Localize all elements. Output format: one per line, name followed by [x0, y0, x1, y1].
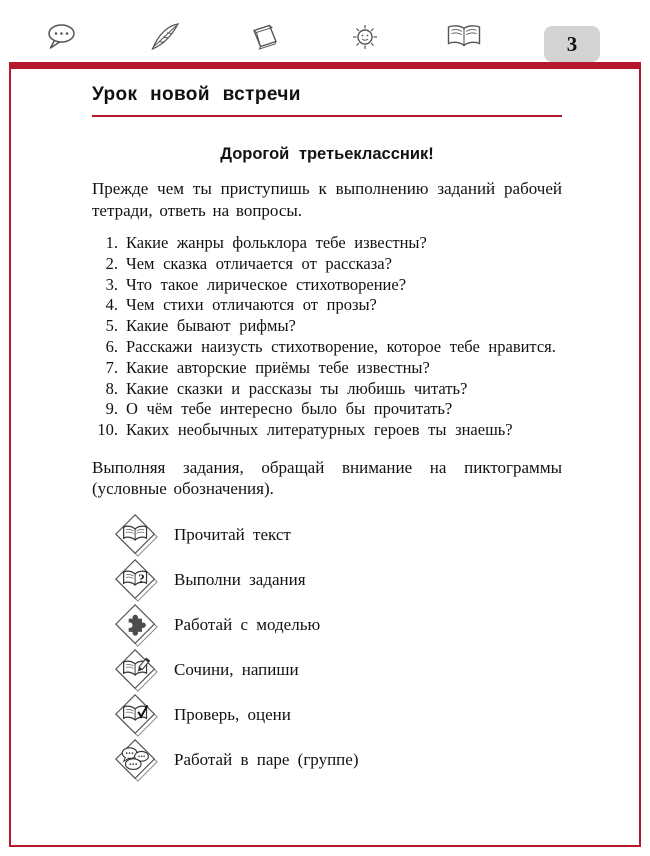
question-text: Какие жанры фольклора тебе известны?	[126, 233, 427, 252]
question-text: О чём тебе интересно было бы прочитать?	[126, 399, 453, 419]
question-text: Какие сказки и рассказы ты любишь читать?	[126, 378, 468, 398]
speech-bubble-icon	[44, 22, 78, 52]
pictogram-label: Сочини, напиши	[174, 660, 299, 680]
question-number: 4.	[105, 295, 118, 315]
pictogram-intro: Выполняя задания, обращай внимание на пиктограммы (условные обозначения).	[92, 457, 562, 499]
question-text: Какие бывают рифмы?	[126, 316, 296, 336]
question-text: Что такое лирическое стихотворение?	[126, 274, 407, 294]
sun-icon	[348, 22, 382, 54]
question-text: Чем сказка отличается от рассказа?	[126, 253, 392, 273]
pair-work-icon	[114, 738, 158, 782]
compose-write-icon	[114, 648, 158, 692]
pictogram-label: Выполни задания	[174, 570, 306, 590]
question-number: 2.	[105, 253, 118, 273]
open-book-icon	[444, 22, 484, 50]
question-number: 9.	[105, 399, 118, 419]
question-item	[92, 295, 562, 316]
question-number: 1.	[105, 233, 118, 252]
pictogram-label: Работай с моделью	[174, 615, 321, 635]
question-number: 8.	[105, 378, 118, 398]
pictogram-row	[114, 738, 562, 783]
question-text: Чем стихи отличаются от прозы?	[126, 295, 377, 315]
pictogram-row	[114, 693, 562, 738]
question-item	[92, 337, 562, 358]
pictogram-label: Прочитай текст	[174, 525, 291, 545]
feather-icon	[146, 22, 182, 52]
question-number: 3.	[105, 274, 118, 294]
check-evaluate-icon	[114, 693, 158, 737]
questions-list	[92, 233, 562, 441]
title-underline	[92, 115, 562, 117]
question-text: Какие авторские приёмы тебе известны?	[126, 357, 430, 377]
question-item	[92, 420, 562, 441]
question-text: Расскажи наизусть стихотворение, которое тебе нравится.	[126, 336, 556, 356]
question-item	[92, 379, 562, 400]
greeting-heading: Дорогой третьеклассник!	[220, 145, 434, 163]
svg-text:?: ?	[138, 572, 145, 587]
read-text-icon	[114, 513, 158, 557]
pictogram-row	[114, 603, 562, 648]
question-item	[92, 316, 562, 337]
pictogram-row	[114, 558, 562, 603]
page-number: 3	[544, 26, 600, 62]
book-icon	[248, 22, 282, 52]
pictogram-row	[114, 648, 562, 693]
pictogram-label: Проверь, оцени	[174, 705, 291, 725]
question-number: 6.	[105, 336, 118, 356]
page-content	[92, 84, 562, 783]
question-number: 7.	[105, 357, 118, 377]
question-number: 5.	[105, 316, 118, 336]
pictogram-label: Работай в паре (группе)	[174, 750, 359, 770]
page-header	[0, 0, 650, 62]
question-item	[92, 275, 562, 296]
lesson-title: Урок новой встречи	[92, 84, 301, 105]
question-text: Каких необычных литературных героев ты знаешь?	[126, 420, 513, 440]
do-tasks-icon	[114, 558, 158, 602]
question-item	[92, 399, 562, 420]
question-item	[92, 233, 562, 254]
work-with-model-icon	[114, 603, 158, 647]
question-item	[92, 254, 562, 275]
pictogram-list	[92, 513, 562, 783]
question-item	[92, 358, 562, 379]
pictogram-row	[114, 513, 562, 558]
intro-paragraph: Прежде чем ты приступишь к выполнению заданий рабочей тетради, ответь на вопросы.	[92, 179, 562, 220]
question-number: 10.	[97, 420, 118, 440]
